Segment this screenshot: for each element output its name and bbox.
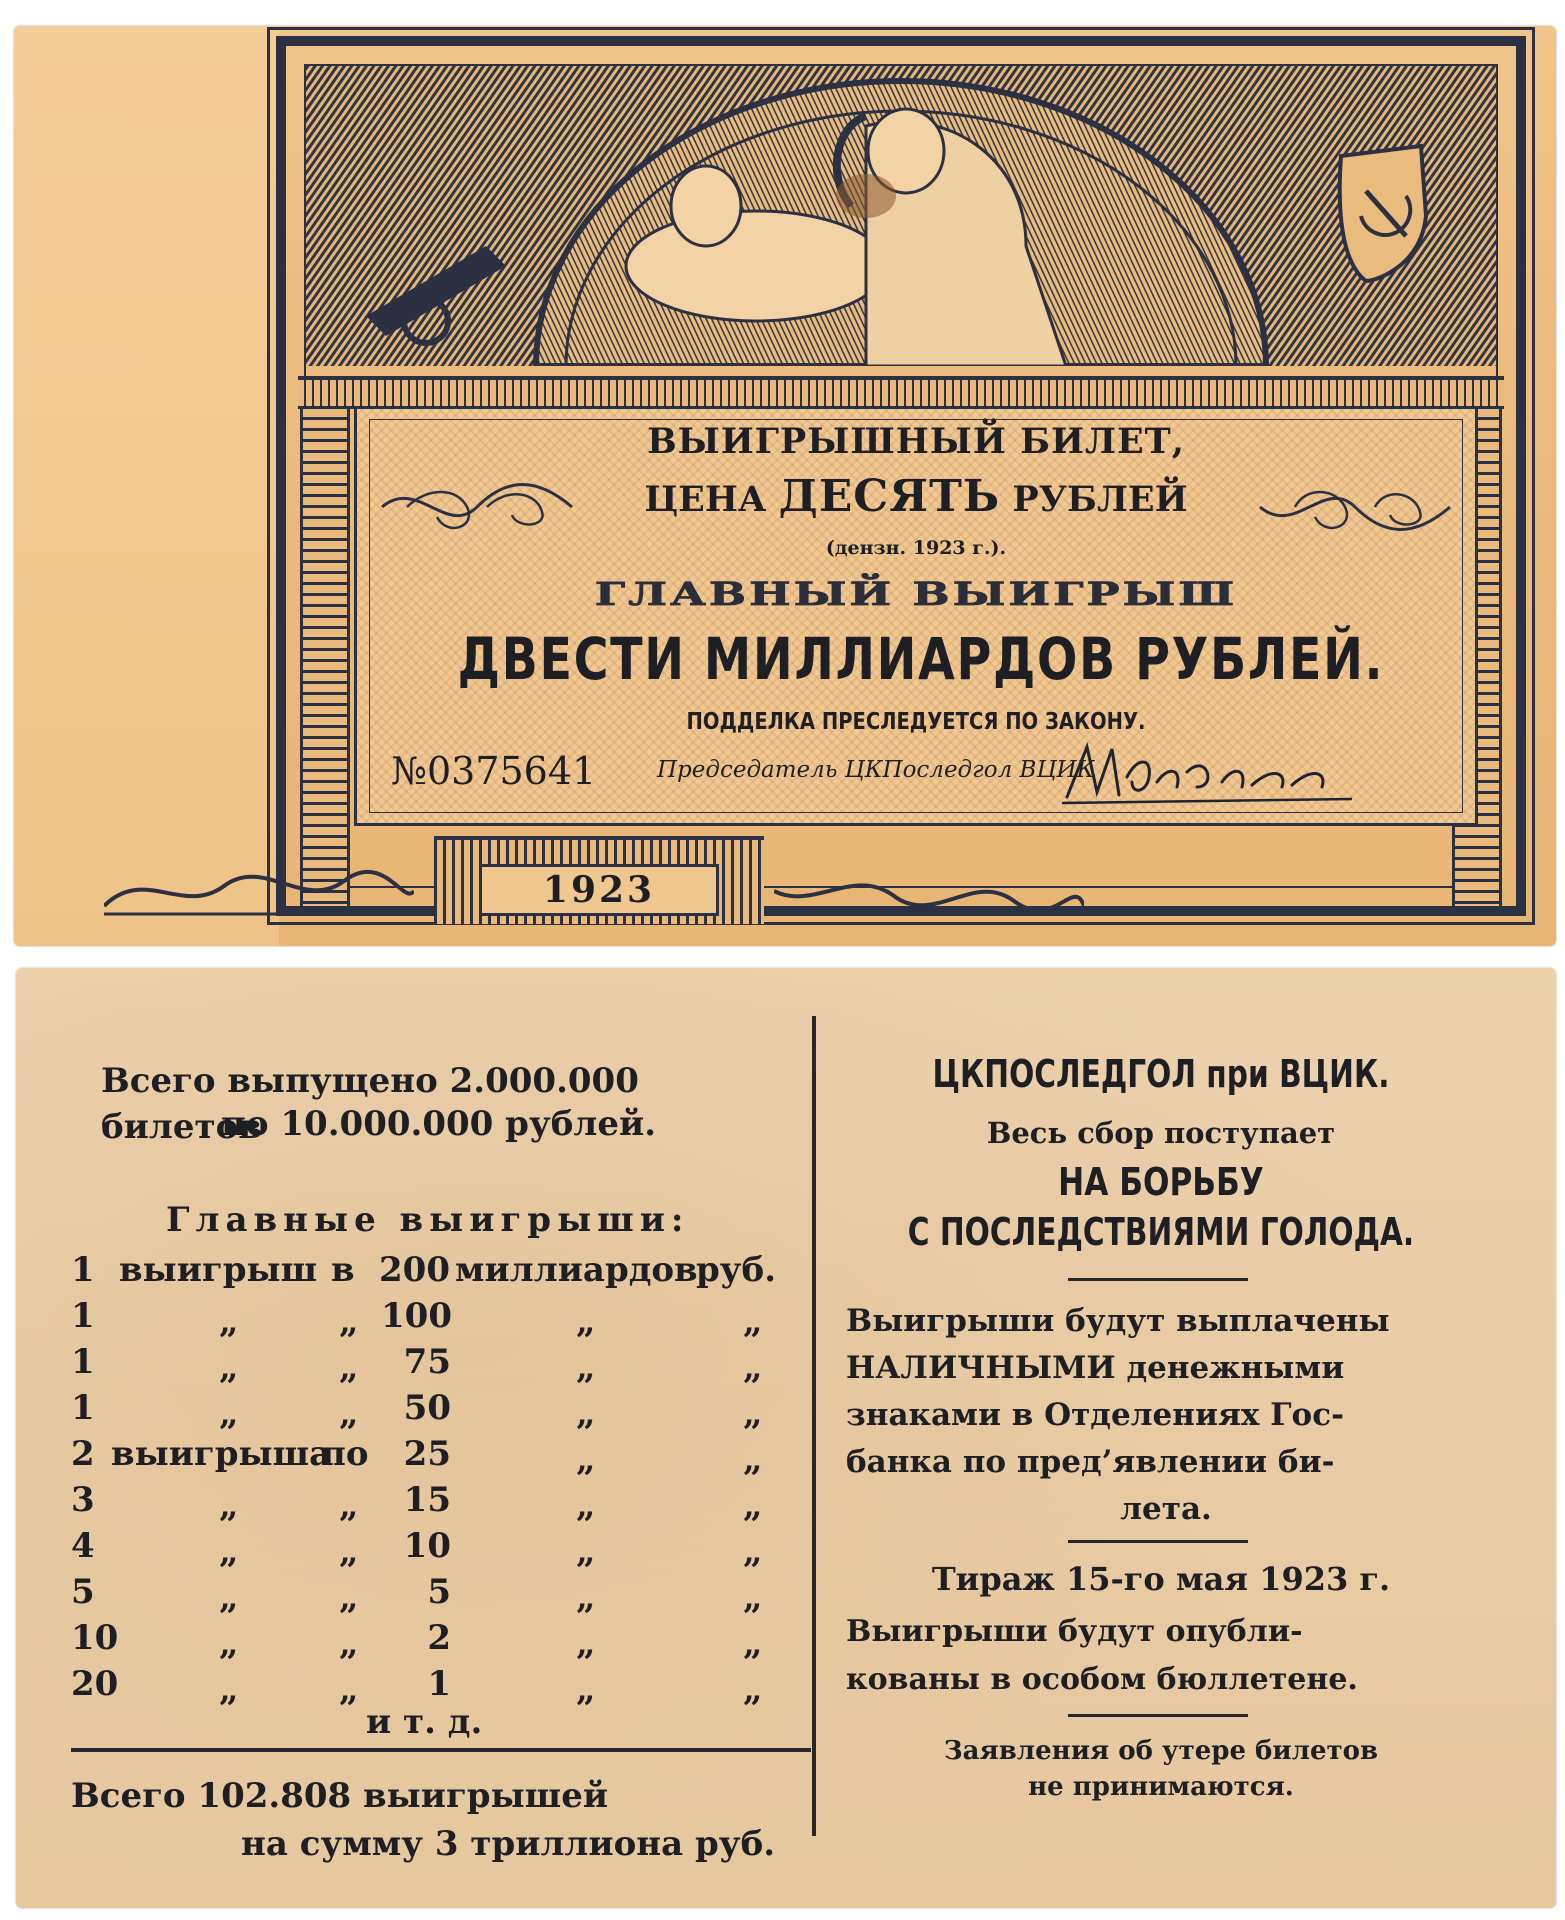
ditto-mark: „ bbox=[219, 1670, 239, 1710]
price-prefix: ЦЕНА bbox=[644, 479, 767, 520]
ditto-mark: „ bbox=[743, 1486, 763, 1526]
prize-amount: 25 bbox=[403, 1434, 451, 1474]
ditto-mark: „ bbox=[339, 1394, 359, 1434]
main-prize-amount: ДВЕСТИ МИЛЛИАРДОВ РУБЛЕЙ. bbox=[457, 625, 1385, 693]
prize-count: 1 bbox=[71, 1250, 95, 1290]
short-rule bbox=[1068, 1714, 1248, 1717]
denomination-note: (дензн. 1923 г.). bbox=[825, 537, 1007, 559]
ditto-mark: „ bbox=[339, 1302, 359, 1342]
etc-note: и т. д. bbox=[366, 1702, 483, 1742]
prize-count: 4 bbox=[71, 1526, 95, 1566]
ditto-mark: „ bbox=[219, 1624, 239, 1664]
payout-line: лета. bbox=[1120, 1491, 1212, 1527]
ditto-mark: „ bbox=[219, 1486, 239, 1526]
ditto-mark: „ bbox=[576, 1394, 596, 1434]
ditto-mark: „ bbox=[339, 1532, 359, 1572]
ditto-mark: „ bbox=[219, 1532, 239, 1572]
ditto-mark: „ bbox=[576, 1486, 596, 1526]
prize-row bbox=[71, 1434, 811, 1480]
left-pillar bbox=[300, 406, 350, 906]
issued-count: Всего выпущено 2.000.000 билетов bbox=[101, 1061, 639, 1147]
ditto-mark: „ bbox=[219, 1578, 239, 1618]
prize-amount: 2 bbox=[427, 1618, 451, 1658]
ticket-type: ВЫИГРЫШНЫЙ БИЛЕТ, bbox=[647, 421, 1185, 462]
serial-number: №0375641 bbox=[391, 749, 597, 793]
allegorical-vignette bbox=[306, 66, 1496, 366]
purpose-line-1: НА БОРЬБУ bbox=[1058, 1160, 1264, 1204]
prize-amount: 1 bbox=[427, 1664, 451, 1704]
ditto-mark: „ bbox=[743, 1532, 763, 1572]
ditto-mark: „ bbox=[576, 1348, 596, 1388]
engraving-illustration bbox=[306, 66, 1496, 366]
prize-count: 20 bbox=[71, 1664, 119, 1704]
prize-suffix: руб. bbox=[696, 1250, 777, 1290]
prize-amount: 100 bbox=[381, 1296, 452, 1336]
ditto-mark: „ bbox=[219, 1302, 239, 1342]
prize-amount: 75 bbox=[403, 1342, 451, 1382]
short-rule bbox=[1068, 1278, 1248, 1281]
year-plate: 1923 bbox=[479, 864, 719, 916]
prize-count: 5 bbox=[71, 1572, 95, 1612]
prize-amount: 5 bbox=[427, 1572, 451, 1612]
prize-amount: 200 bbox=[379, 1250, 450, 1290]
prizes-heading: Главные выигрыши: bbox=[166, 1200, 690, 1240]
publish-line: кованы в особом бюллетене. bbox=[846, 1662, 1358, 1697]
ditto-mark: „ bbox=[576, 1624, 596, 1664]
price-amount: ДЕСЯТЬ bbox=[778, 471, 1001, 522]
ticket-text-panel bbox=[354, 406, 1478, 826]
prize-count: 1 bbox=[71, 1388, 95, 1428]
ditto-mark: „ bbox=[576, 1440, 596, 1480]
short-rule bbox=[1068, 1540, 1248, 1543]
publication-notice bbox=[846, 1608, 1486, 1704]
prize-row bbox=[71, 1618, 811, 1664]
organization-name: ЦКПОСЛЕДГОЛ при ВЦИК. bbox=[932, 1052, 1390, 1096]
organization-info-column bbox=[816, 1028, 1506, 1878]
prize-row bbox=[71, 1480, 811, 1526]
payout-line: банка по пред’явлении би- bbox=[846, 1444, 1335, 1480]
ditto-mark: „ bbox=[576, 1302, 596, 1342]
prize-word: выигрыша bbox=[111, 1434, 332, 1474]
prize-row bbox=[71, 1526, 811, 1572]
payout-line: НАЛИЧНЫМИ денежными bbox=[846, 1350, 1345, 1386]
purpose-line-2: С ПОСЛЕДСТВИЯМИ ГОЛОДА. bbox=[907, 1210, 1415, 1254]
issued-value: по 10.000.000 рублей. bbox=[221, 1104, 657, 1144]
acanthus-left-icon bbox=[104, 866, 414, 916]
ditto-mark: „ bbox=[339, 1348, 359, 1388]
price-line bbox=[357, 471, 1475, 522]
ditto-mark: „ bbox=[743, 1302, 763, 1342]
prize-count: 2 bbox=[71, 1434, 95, 1474]
prize-count: 3 bbox=[71, 1480, 95, 1520]
prize-prep: по bbox=[321, 1434, 369, 1474]
ditto-mark: „ bbox=[576, 1670, 596, 1710]
draw-date: Тираж 15-го мая 1923 г. bbox=[931, 1560, 1391, 1598]
forgery-notice: ПОДДЕЛКА ПРЕСЛЕДУЕТСЯ ПО ЗАКОНУ. bbox=[686, 709, 1146, 735]
ditto-mark: „ bbox=[743, 1440, 763, 1480]
ditto-mark: „ bbox=[743, 1394, 763, 1434]
prize-row bbox=[71, 1296, 811, 1342]
ticket-back bbox=[16, 968, 1556, 1908]
lost-ticket-notice: Заявления об утере билетов bbox=[943, 1736, 1379, 1766]
ditto-mark: „ bbox=[743, 1624, 763, 1664]
payout-line: знаками в Отделениях Гос- bbox=[846, 1397, 1344, 1433]
ticket-stub bbox=[14, 26, 279, 946]
ditto-mark: „ bbox=[576, 1532, 596, 1572]
ditto-mark: „ bbox=[743, 1348, 763, 1388]
ditto-mark: „ bbox=[339, 1486, 359, 1526]
ditto-mark: „ bbox=[219, 1394, 239, 1434]
prize-amount: 50 bbox=[403, 1388, 451, 1428]
ditto-mark: „ bbox=[339, 1670, 359, 1710]
lost-ticket-notice-2: не принимаются. bbox=[1028, 1772, 1294, 1802]
prize-prep: в bbox=[331, 1250, 355, 1290]
ditto-mark: „ bbox=[339, 1624, 359, 1664]
prize-row bbox=[71, 1388, 811, 1434]
total-sum: на сумму 3 триллиона руб. bbox=[241, 1824, 776, 1864]
prize-info-column bbox=[71, 1028, 811, 1878]
prize-table bbox=[71, 1250, 811, 1710]
prize-unit: миллиардов bbox=[455, 1250, 698, 1290]
main-prize-label: ГЛАВНЫЙ ВЫИГРЫШ bbox=[594, 576, 1238, 613]
prize-word: выигрыш bbox=[119, 1250, 318, 1290]
chairman-title: Председатель ЦКПоследгол ВЦИК bbox=[657, 757, 1095, 783]
ticket-front bbox=[14, 26, 1556, 946]
prize-count: 1 bbox=[71, 1342, 95, 1382]
price-suffix: РУБЛЕЙ bbox=[1012, 479, 1188, 520]
prize-amount: 10 bbox=[403, 1526, 451, 1566]
publish-line: Выигрыши будут опубли- bbox=[846, 1614, 1303, 1649]
handwritten-signature bbox=[1057, 737, 1357, 809]
total-winnings: Всего 102.808 выигрышей bbox=[71, 1776, 609, 1816]
ditto-mark: „ bbox=[743, 1578, 763, 1618]
prize-row bbox=[71, 1572, 811, 1618]
acanthus-right-icon bbox=[774, 866, 1084, 916]
horizontal-rule bbox=[71, 1748, 811, 1752]
collection-note: Весь сбор поступает bbox=[986, 1116, 1336, 1150]
ditto-mark: „ bbox=[743, 1670, 763, 1710]
prize-row bbox=[71, 1342, 811, 1388]
prize-count: 1 bbox=[71, 1296, 95, 1336]
prize-count: 10 bbox=[71, 1618, 119, 1658]
payout-notice bbox=[846, 1298, 1486, 1533]
payout-line: Выигрыши будут выплачены bbox=[846, 1303, 1390, 1339]
cornice bbox=[298, 376, 1504, 409]
prize-amount: 15 bbox=[403, 1480, 451, 1520]
ditto-mark: „ bbox=[339, 1578, 359, 1618]
prize-row bbox=[71, 1250, 811, 1296]
ditto-mark: „ bbox=[576, 1578, 596, 1618]
ditto-mark: „ bbox=[219, 1348, 239, 1388]
